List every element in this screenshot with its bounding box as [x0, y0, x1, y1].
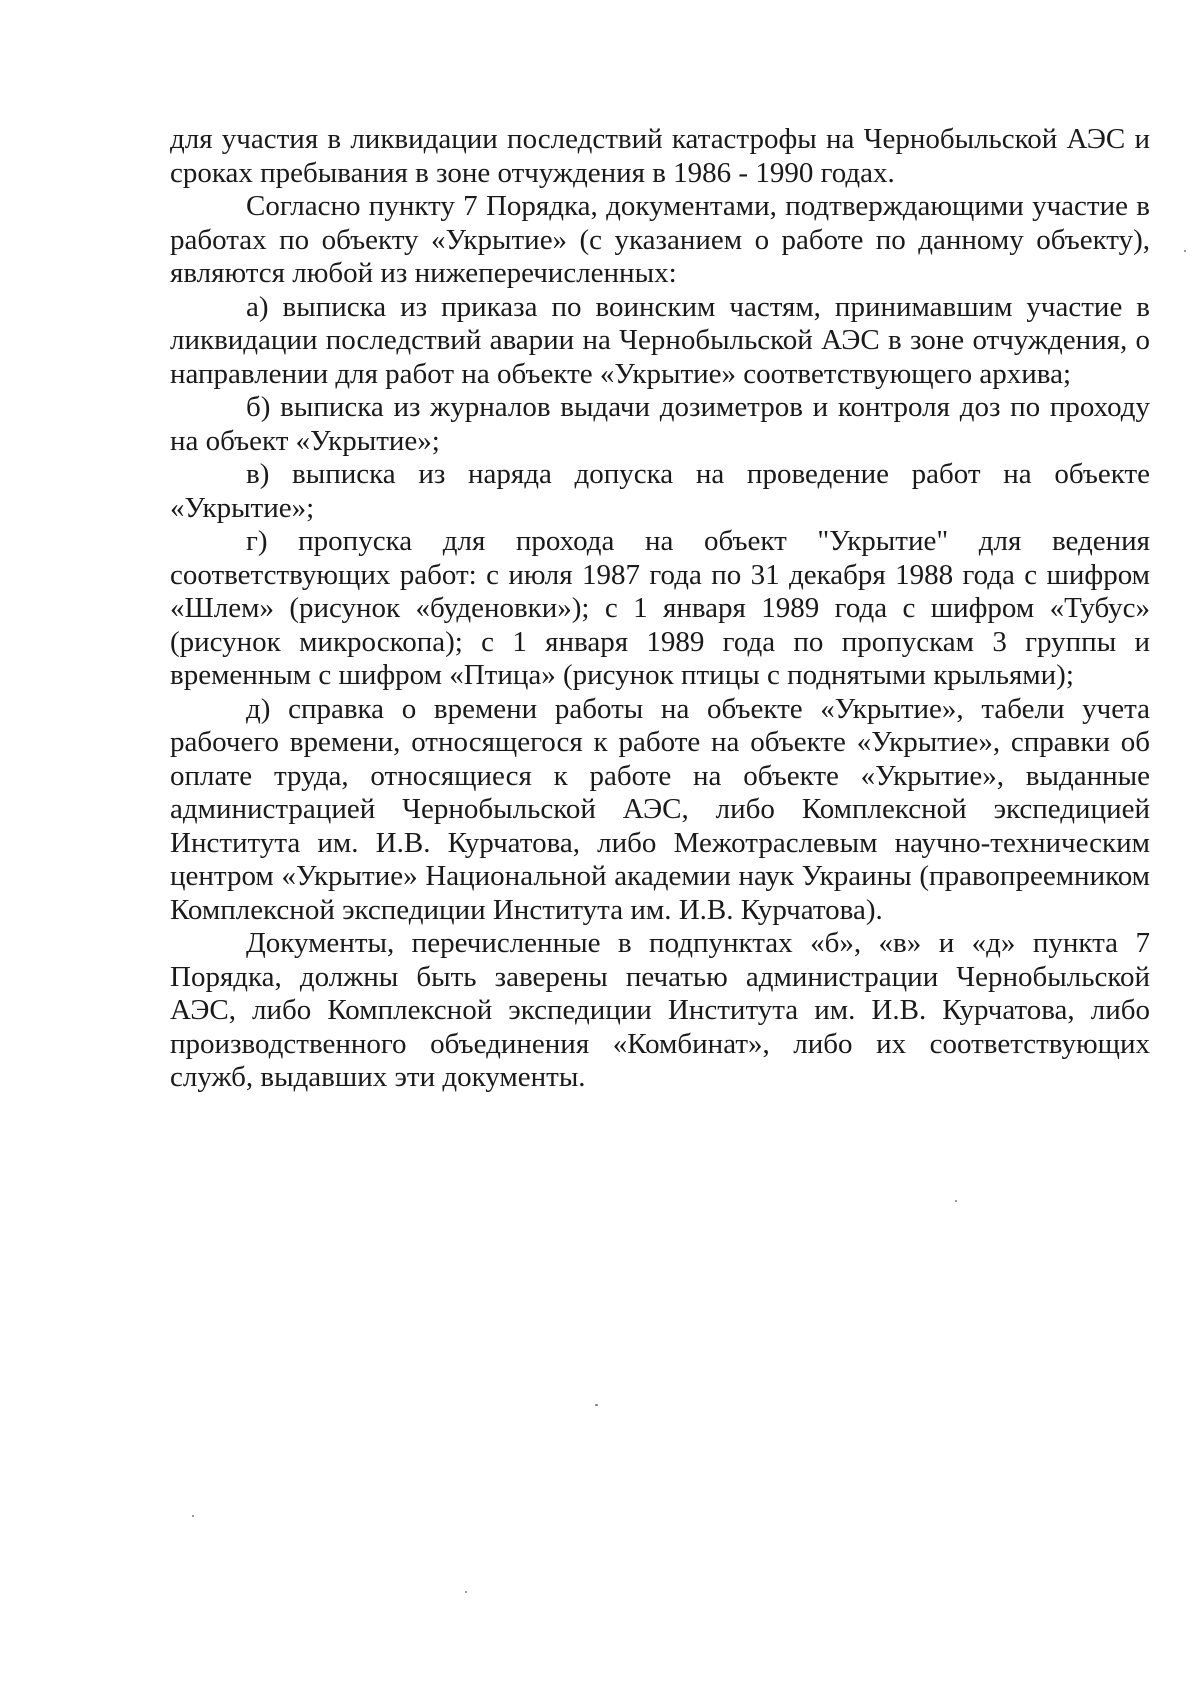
list-item-d: д) справка о времени работы на объекте «Укрытие», табели учета рабочего времени, относящегося к работе на объекте «Укрытие», справки об оплате труда, относящиеся к работе на объекте «Укрытие», выданные администрацией Чернобыльской АЭС, либо Комплексной экспедицией Института им. И.В. Курчатова, либо Межотраслевым научно-техническим центром «Укрытие» Национальной академии наук Украины (правопреемником Комплексной экспедиции Института им. И.В. Курчатова). [170, 692, 1150, 926]
scan-speck [192, 1515, 194, 1517]
scan-speck [1184, 250, 1186, 252]
list-item-v: в) выписка из наряда допуска на проведение работ на объекте «Укрытие»; [170, 458, 1150, 524]
list-item-b: б) выписка из журналов выдачи дозиметров и контроля доз по проходу на объект «Укрытие»; [170, 391, 1150, 457]
document-body [170, 123, 1150, 1095]
scan-speck [595, 1404, 598, 1406]
paragraph-continuation: для участия в ликвидации последствий катастрофы на Чернобыльской АЭС и сроках пребывания в зоне отчуждения в 1986 - 1990 годах. [170, 123, 1150, 189]
list-item-g: г) пропуска для прохода на объект "Укрытие" для ведения соответствующих работ: с июля 1987 года по 31 декабря 1988 года с шифром «Шлем» (рисунок «буденовки»); с 1 января 1989 года с шифром «Тубус» (рисунок микроскопа); с 1 января 1989 года по пропускам 3 группы и временным с шифром «Птица» (рисунок птицы с поднятыми крыльями); [170, 525, 1150, 691]
list-item-a: а) выписка из приказа по воинским частям, принимавшим участие в ликвидации последствий аварии на Чернобыльской АЭС в зоне отчуждения, о направлении для работ на объекте «Укрытие» соответствующего архива; [170, 290, 1150, 390]
scan-speck [465, 1591, 467, 1593]
paragraph-certification: Документы, перечисленные в подпунктах «б», «в» и «д» пункта 7 Порядка, должны быть заверены печатью администрации Чернобыльской АЭС, либо Комплексной экспедиции Института им. И.В. Курчатова, либо производственного объединения «Комбинат», либо их соответствующих служб, выдавших эти документы. [170, 927, 1150, 1093]
paragraph-clause-7-intro: Согласно пункту 7 Порядка, документами, подтверждающими участие в работах по объекту «Укрытие» (с указанием о работе по данному объекту), являются любой из нижеперечисленных: [170, 190, 1150, 289]
scan-speck [955, 1200, 957, 1202]
